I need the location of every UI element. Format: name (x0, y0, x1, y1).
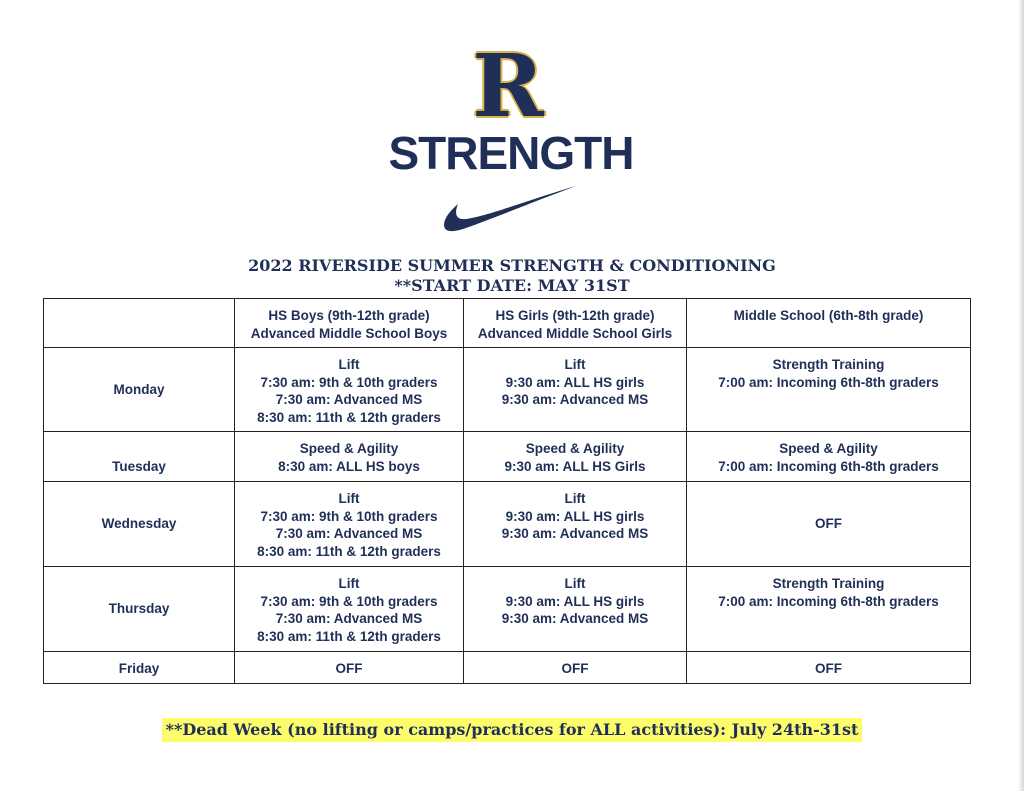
day-label: Friday (44, 652, 235, 684)
cell-text: 9:30 am: ALL HS girls (505, 508, 645, 524)
cell-text: 8:30 am: 11th & 12th graders (257, 543, 441, 559)
column-header (235, 299, 464, 348)
header-text: HS Girls (9th-12th grade) (495, 308, 655, 323)
dead-week-note (0, 718, 1024, 742)
header-text: Middle School (6th-8th grade) (733, 308, 924, 323)
day-label: Tuesday (44, 432, 235, 482)
cell-text: Lift (338, 357, 360, 372)
cell-text: 7:30 am: 9th & 10th graders (260, 508, 438, 524)
schedule-cell (464, 348, 687, 432)
schedule-cell (235, 432, 464, 482)
cell-text: Speed & Agility (779, 441, 878, 456)
column-header (687, 299, 971, 348)
cell-text: 9:30 am: ALL HS girls (505, 374, 645, 390)
cell-text: Lift (338, 491, 360, 506)
cell-text: 9:30 am: Advanced MS (501, 526, 649, 541)
cell-text: 8:30 am: 11th & 12th graders (257, 409, 441, 425)
schedule-cell (687, 348, 971, 432)
schedule-cell (687, 652, 971, 684)
cell-text: 7:00 am: Incoming 6th-8th graders (718, 593, 939, 609)
cell-text: Speed & Agility (299, 441, 399, 456)
cell-text: 7:00 am: Incoming 6th-8th graders (718, 374, 939, 390)
table-row (44, 567, 971, 652)
logo-letter: R (472, 36, 544, 137)
page-edge-shadow (1018, 0, 1024, 791)
column-header (44, 299, 235, 348)
cell-text: Lift (338, 576, 360, 591)
schedule-cell (235, 567, 464, 652)
table-row (44, 482, 971, 567)
cell-text: Lift (564, 576, 586, 591)
schedule-cell (464, 482, 687, 567)
table-row (44, 348, 971, 432)
title-line-1: 2022 RIVERSIDE SUMMER STRENGTH & CONDITIONING (248, 256, 776, 275)
schedule-cell (464, 432, 687, 482)
cell-text: 9:30 am: ALL HS girls (505, 593, 645, 609)
cell-text: 9:30 am: Advanced MS (501, 392, 649, 407)
cell-text: OFF (815, 661, 842, 676)
swoosh-icon (442, 184, 578, 236)
logo-wordmark: STRENGTH (388, 127, 634, 179)
title-line-2: **START DATE: MAY 31ST (394, 276, 630, 295)
cell-text: OFF (335, 661, 363, 676)
schedule-table (43, 298, 971, 684)
cell-text: Speed & Agility (525, 441, 625, 456)
schedule-cell (687, 482, 971, 567)
day-label: Wednesday (44, 482, 235, 567)
cell-text: 7:30 am: Advanced MS (275, 392, 423, 407)
r-strength-logo (380, 36, 642, 240)
day-label: Thursday (44, 567, 235, 652)
schedule-cell (235, 482, 464, 567)
header-text: HS Boys (9th-12th grade) (268, 308, 430, 323)
header-row (44, 299, 971, 348)
cell-text: OFF (561, 661, 589, 676)
day-label: Monday (44, 348, 235, 432)
cell-text: Lift (564, 357, 586, 372)
header-text: Advanced Middle School Girls (477, 325, 673, 341)
cell-text: Lift (564, 491, 586, 506)
cell-text: 7:30 am: 9th & 10th graders (260, 593, 438, 609)
dead-week-text: **Dead Week (no lifting or camps/practices for ALL activities): July 24th-31st (162, 718, 863, 742)
table-row (44, 652, 971, 684)
schedule-cell (687, 567, 971, 652)
cell-text: 7:00 am: Incoming 6th-8th graders (718, 458, 939, 474)
cell-text: 9:30 am: Advanced MS (501, 611, 649, 626)
schedule-cell (235, 348, 464, 432)
table-row (44, 432, 971, 482)
cell-text: 8:30 am: 11th & 12th graders (257, 628, 441, 644)
column-header (464, 299, 687, 348)
cell-text: 8:30 am: ALL HS boys (278, 458, 420, 474)
schedule-cell (464, 567, 687, 652)
schedule-cell (687, 432, 971, 482)
cell-text: Strength Training (772, 576, 885, 591)
cell-text: Strength Training (772, 357, 885, 372)
cell-text: 7:30 am: Advanced MS (275, 611, 423, 626)
cell-text: 7:30 am: 9th & 10th graders (260, 374, 438, 390)
schedule-cell (464, 652, 687, 684)
cell-text: 7:30 am: Advanced MS (275, 526, 423, 541)
cell-text: 9:30 am: ALL HS Girls (504, 458, 646, 474)
page-title (0, 256, 1024, 296)
schedule-cell (235, 652, 464, 684)
cell-text: OFF (815, 516, 842, 532)
header-text: Advanced Middle School Boys (250, 325, 448, 341)
